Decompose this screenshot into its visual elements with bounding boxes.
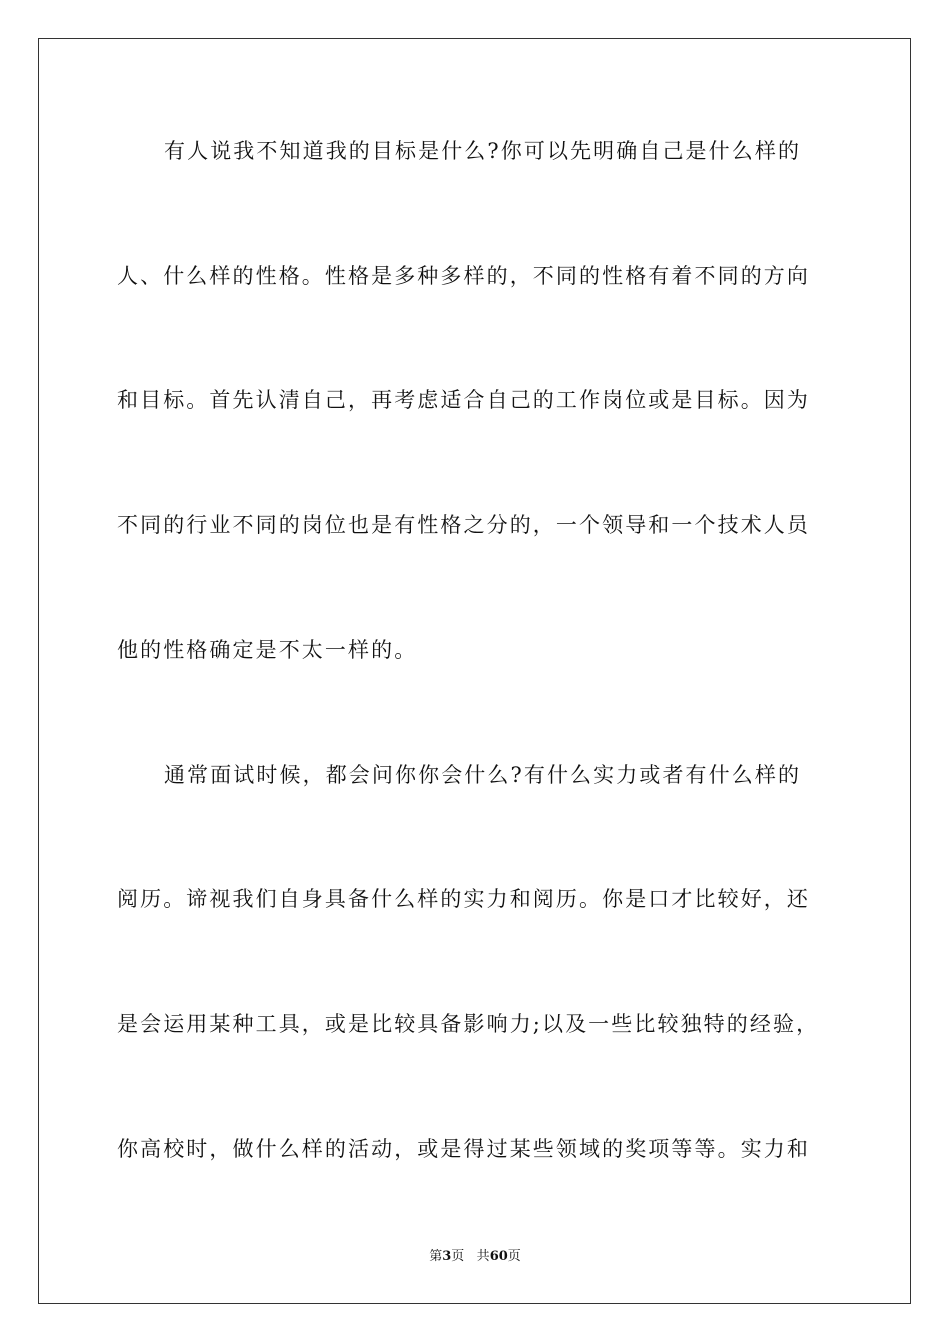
paragraph-2-line-4: 你高校时，做什么样的活动，或是得过某些领域的奖项等等。实力和 xyxy=(117,1137,810,1161)
paragraph-1-line-4: 不同的行业不同的岗位也是有性格之分的，一个领导和一个技术人员 xyxy=(117,513,810,537)
paragraph-2-line-2: 阅历。谛视我们自身具备什么样的实力和阅历。你是口才比较好，还 xyxy=(117,887,810,911)
page-footer xyxy=(0,1248,950,1266)
total-pages: 60 xyxy=(489,1249,508,1264)
page-prefix: 第 xyxy=(429,1249,443,1264)
total-suffix: 页 xyxy=(507,1249,521,1264)
paragraph-2-line-3: 是会运用某种工具，或是比较具备影响力;以及一些比较独特的经验， xyxy=(117,1012,820,1036)
page-number: 3 xyxy=(442,1249,452,1264)
paragraph-1-line-3: 和目标。首先认清自己，再考虑适合自己的工作岗位或是目标。因为 xyxy=(117,388,810,412)
paragraph-1-line-2: 人、什么样的性格。性格是多种多样的，不同的性格有着不同的方向 xyxy=(117,264,810,288)
paragraph-1-line-5: 他的性格确定是不太一样的。 xyxy=(117,638,418,662)
paragraph-1-line-1: 有人说我不知道我的目标是什么?你可以先明确自己是什么样的 xyxy=(164,139,802,163)
page-suffix: 页 xyxy=(451,1249,465,1264)
paragraph-2-line-1: 通常面试时候，都会问你你会什么?有什么实力或者有什么样的 xyxy=(164,763,802,787)
total-prefix: 共 xyxy=(476,1249,490,1264)
page-border xyxy=(38,38,911,1304)
